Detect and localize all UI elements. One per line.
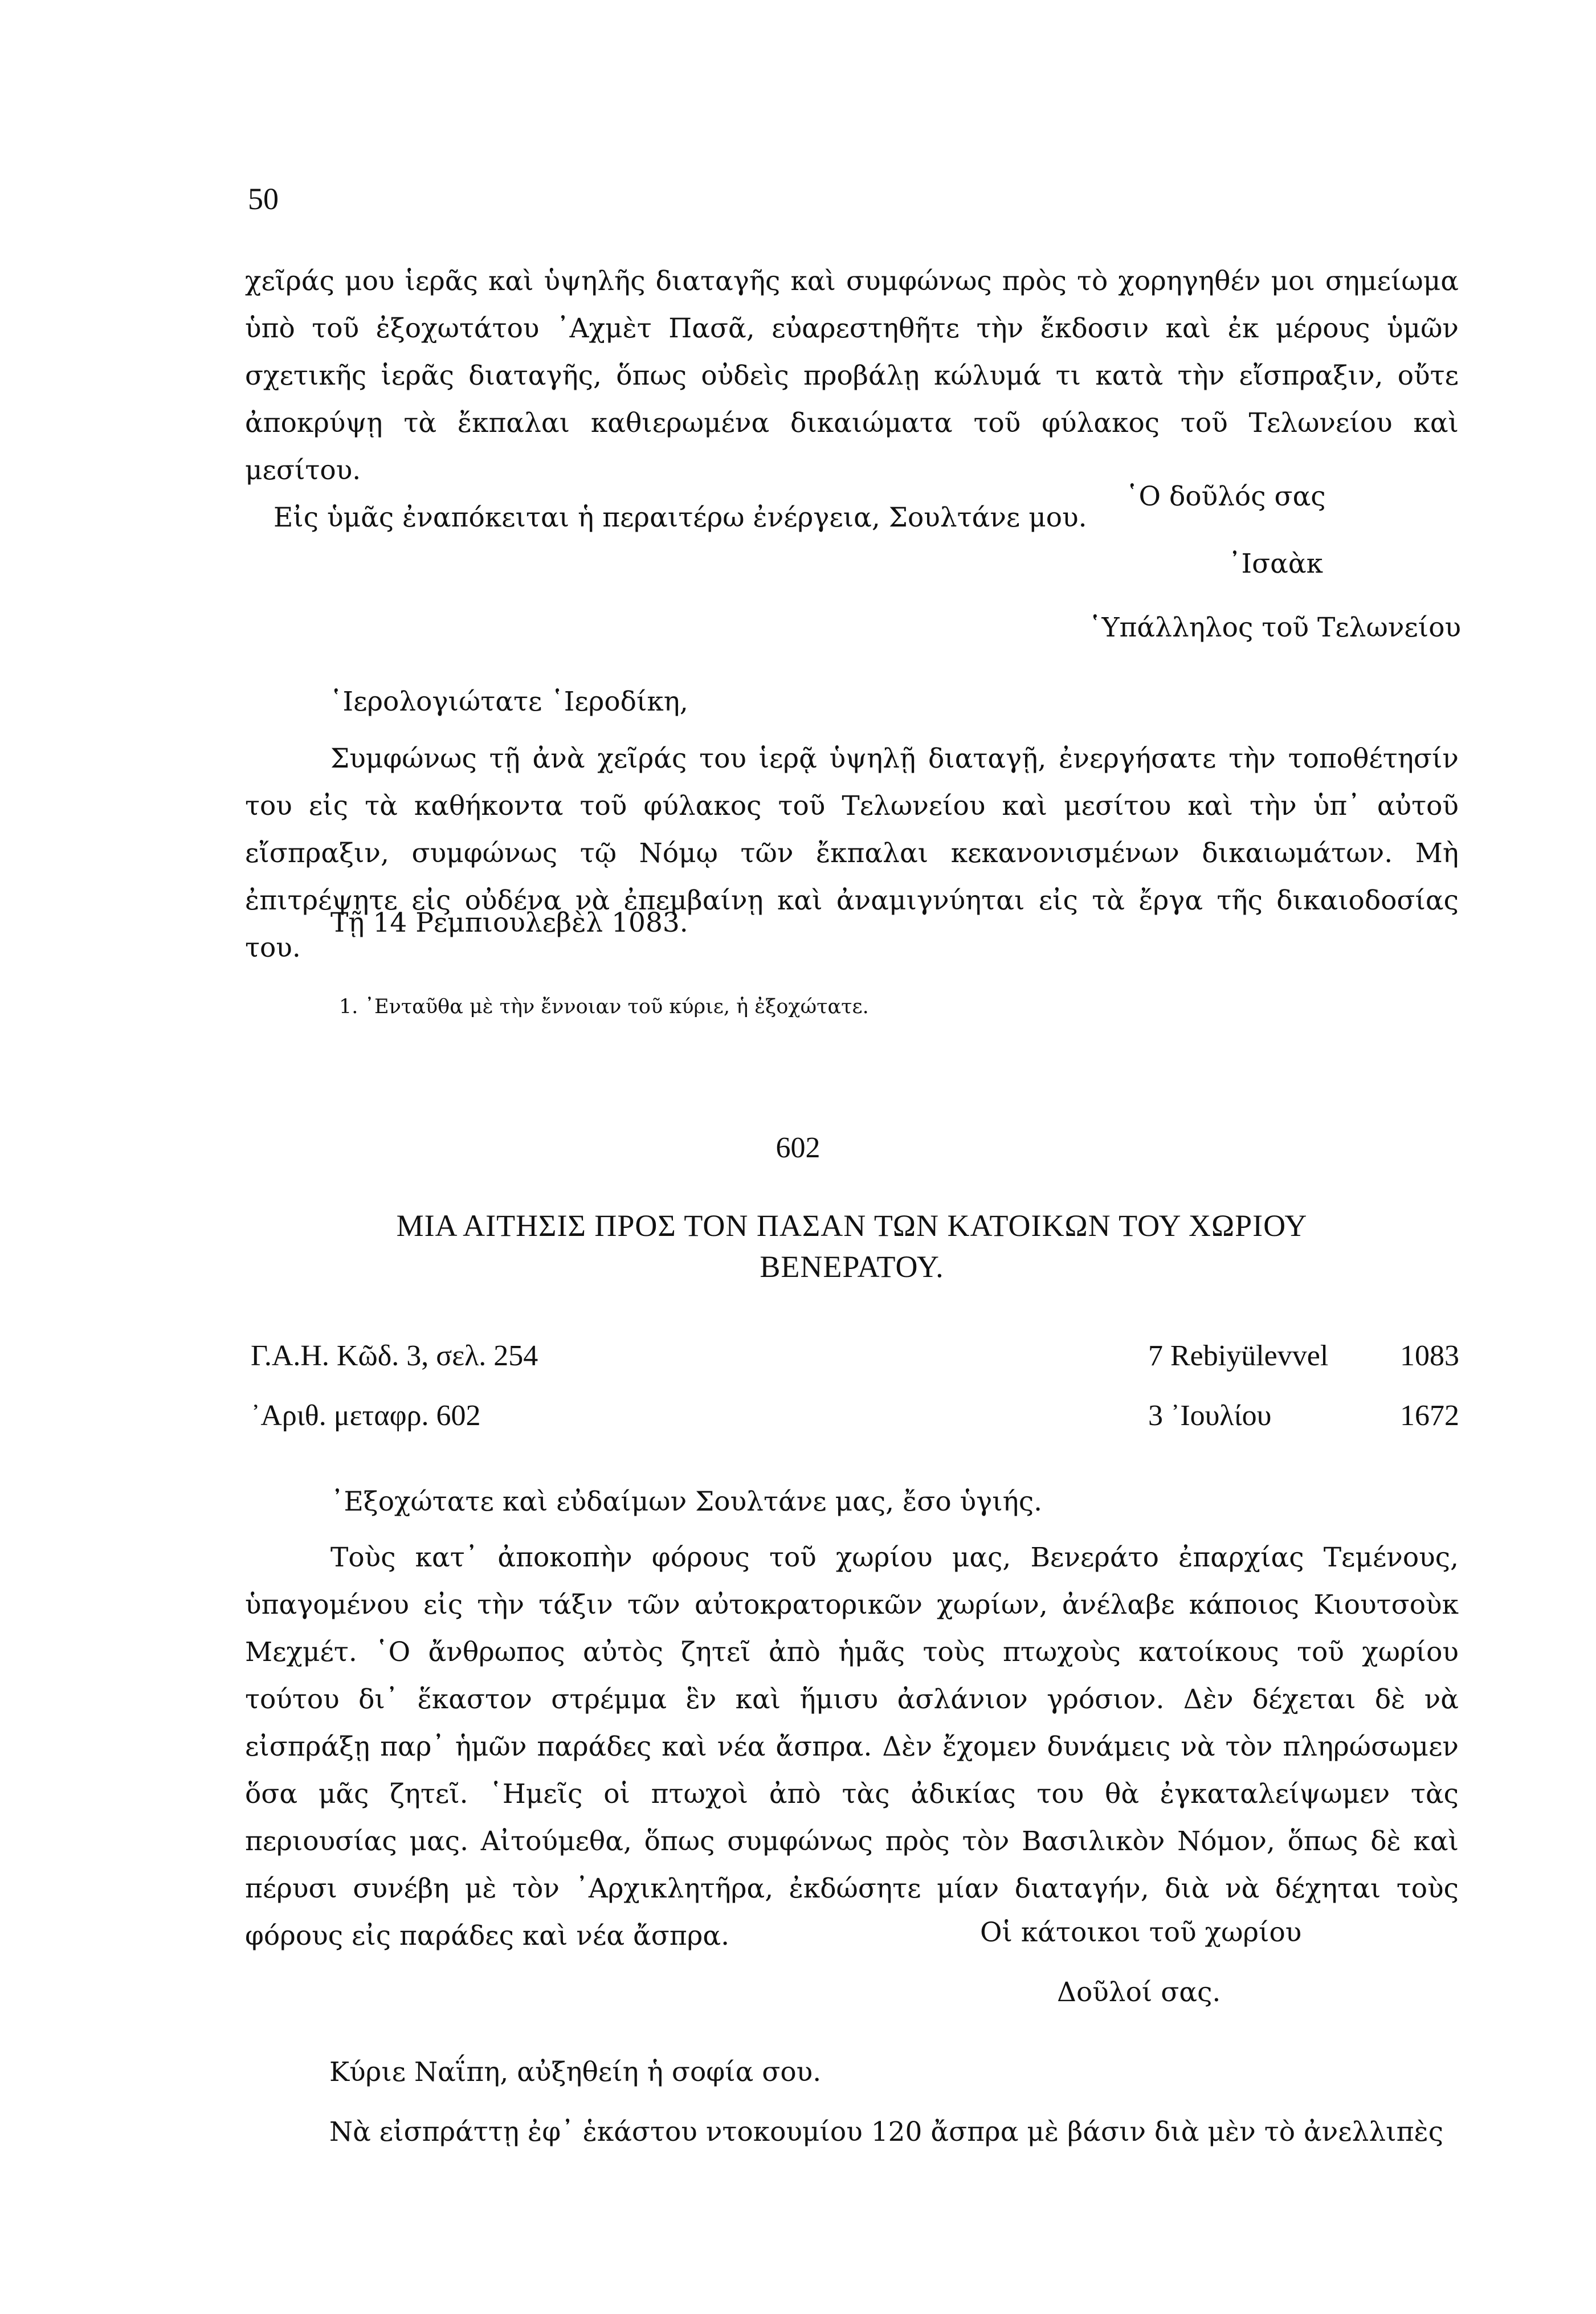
- signature-closing: ῾Ο δοῦλός σας: [1125, 481, 1326, 512]
- petition-paragraph: Τοὺς κατ᾿ ἀποκοπὴν φόρους τοῦ χωρίου μας, Βενεράτο ἐπαρχίας Τεμένους, ὑπαγομένου εἰς τὴν τάξιν τῶν αὐτοκρατορικῶν χωρίων, ἀνέλαβε κάποιος Κιουτσοὺκ Μεχμέτ. ῾Ο ἄνθρωπος αὐτὸς ζητεῖ ἀπὸ ἡμᾶς τοὺς πτωχοὺς κατοίκους τοῦ χωρίου τούτου δι᾿ ἕκαστον στρέμμα ἓν καὶ ἥμισυ ἀσλάνιον γρόσιον. Δὲν δέχεται δὲ νὰ εἰσπράξῃ παρ᾿ ἡμῶν παράδες καὶ νέα ἄσπρα. Δὲν ἔχομεν δυνάμεις νὰ τὸν πληρώσωμεν ὅσα μᾶς ζητεῖ. ῾Ημεῖς οἱ πτωχοὶ ἀπὸ τὰς ἀδικίας του θὰ ἐγκαταλείψωμεν τὰς περιουσίας μας. Αἰτούμεθα, ὅπως συμφώνως πρὸς τὸν Βασιλικὸν Νόμον, ὅπως δὲ καὶ πέρυσι συνέβη μὲ τὸν ᾿Αρχικλητῆρα, ἐκδώσητε μίαν διαταγήν, διὰ νὰ δέχηται τοὺς φόρους εἰς παράδες καὶ νέα ἄσπρα.: [245, 1542, 1459, 1952]
- archive-reference: Γ.Α.Η. Κῶδ. 3, σελ. 254: [251, 1340, 538, 1372]
- document-title-line: ΜΙΑ ΑΙΤΗΣΙΣ ΠΡΟΣ ΤΟΝ ΠΑΣΑΝ ΤΩΝ ΚΑΤΟΙΚΩΝ ΤΟΥ ΧΩΡΙΟΥ: [396, 1209, 1308, 1243]
- signature-name: ᾿Ισαὰκ: [1228, 548, 1324, 579]
- petition-signature: Δοῦλοί σας.: [1057, 1977, 1221, 2008]
- letter-paragraph: Εἰς ὑμᾶς ἐναπόκειται ἡ περαιτέρω ἐνέργεια, Σουλτάνε μου.: [274, 502, 1087, 533]
- footnote: 1. ᾿Ενταῦθα μὲ τὴν ἔννοιαν τοῦ κύριε, ἡ ἐξοχώτατε.: [339, 995, 869, 1018]
- reply-body: Νὰ εἰσπράττῃ ἐφ᾿ ἑκάστου ντοκουμίου 120 ἄσπρα μὲ βάσιν διὰ μὲν τὸ ἀνελλιπὲς: [329, 2116, 1444, 2148]
- letter-paragraph: Συμφώνως τῇ ἀνὰ χεῖράς του ἱερᾷ ὑψηλῇ διαταγῇ, ἐνεργήσατε τὴν τοποθέτησίν του εἰς τὰ καθήκοντα τοῦ φύλακος τοῦ Τελωνείου καὶ μεσίτου καὶ τὴν ὑπ᾿ αὐτοῦ εἴσπραξιν, συμφώνως τῷ Νόμῳ τῶν ἔκπαλαι κεκανονισμένων δικαιωμάτων. Μὴ ἐπιτρέψητε εἰς οὐδένα νὰ ἐπεμβαίνῃ καὶ ἀναμιγνύηται εἰς τὰ ἔργα τῆς δικαιοδοσίας του.: [245, 743, 1459, 964]
- petition-signature: Οἱ κάτοικοι τοῦ χωρίου: [980, 1917, 1302, 1948]
- hijri-year: 1083: [1400, 1340, 1459, 1372]
- petition-salutation: ᾿Εξοχώτατε καὶ εὐδαίμων Σουλτάνε μας, ἔσο ὑγιής.: [330, 1486, 1043, 1517]
- hijri-date: 7 Rebiyülevvel: [1148, 1340, 1329, 1372]
- petition-body: [245, 1534, 1459, 1960]
- reply-salutation: Κύριε Ναΐπη, αὐξηθείη ἡ σοφία σου.: [329, 2056, 822, 2088]
- translation-number: ᾿Αριθ. μεταφρ. 602: [251, 1399, 481, 1432]
- gregorian-year: 1672: [1400, 1399, 1459, 1432]
- signature-title: ῾Υπάλληλος τοῦ Τελωνείου: [1088, 612, 1462, 643]
- page-number: 50: [248, 182, 279, 216]
- letter-date: Τῇ 14 Ρεμπιουλεβὲλ 1083.: [330, 907, 688, 938]
- letter-salutation: ῾Ιερολογιώτατε ῾Ιεροδίκη,: [329, 686, 688, 717]
- document-title-line: ΒΕΝΕΡΑΤΟΥ.: [760, 1250, 944, 1284]
- document-number: 602: [775, 1132, 821, 1164]
- gregorian-date: 3 ᾿Ιουλίου: [1148, 1399, 1272, 1432]
- document-title: [245, 1205, 1459, 1287]
- letter-paragraph: χεῖράς μου ἱερᾶς καὶ ὑψηλῆς διαταγῆς καὶ συμφώνως πρὸς τὸ χορηγηθέν μοι σημείωμα ὑπὸ τοῦ ἐξοχωτάτου ᾿Αχμὲτ Πασᾶ, εὐαρεστηθῆτε τὴν ἔκδοσιν καὶ ἐκ μέρους ὑμῶν σχετικῆς ἱερᾶς διαταγῆς, ὅπως οὐδεὶς προβάλῃ κώλυμά τι κατὰ τὴν εἴσπραξιν, οὔτε ἀποκρύψῃ τὰ ἔκπαλαι καθιερωμένα δικαιώματα τοῦ φύλακος τοῦ Τελωνείου καὶ μεσίτου.: [245, 266, 1459, 486]
